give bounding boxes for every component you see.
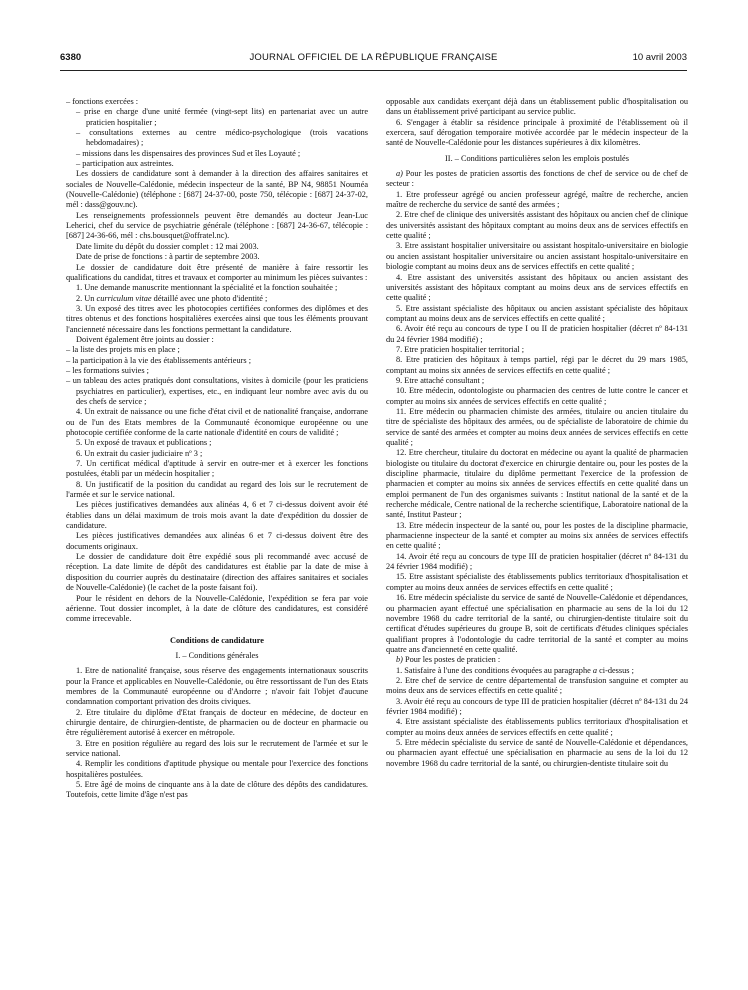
paragraph: 3. Avoir été reçu au concours de type III de praticien hospitalier (décret nº 84-131 du 24 février 1984 modifié) ; — [386, 696, 688, 716]
paragraph: 6. Avoir été reçu au concours de type I ou II de praticien hospitalier (décret nº 84-131 du 24 février 1984 modifié) ; — [386, 324, 688, 344]
paragraph: 5. Etre assistant spécialiste des hôpitaux ou ancien assistant spécialiste des hôpitaux comptant au moins deux ans de services effectifs en cette qualité ; — [386, 303, 688, 323]
list-item: – participation aux astreintes. — [76, 159, 174, 169]
paragraph: Date limite du dépôt du dossier complet : 12 mai 2003. — [76, 241, 259, 251]
page-number: 6380 — [60, 52, 82, 63]
paragraph: 5. Etre médecin spécialiste du service de santé de Nouvelle-Calédonie et dépendances, ou pharmacien ayant effectué une spécialisation en pharmacie au sens de la loi du 12 novembre 1968 du cadre territorial de la santé, ou chirurgien-dentiste titulaire soit du — [386, 737, 688, 768]
paragraph: Les dossiers de candidature sont à demander à la direction des affaires sanitaires et sociales de Nouvelle-Calédonie, médecin inspecteur de la santé, BP N4, 98851 Nouméa (Nouvelle-Calédonie) (téléphone : [687] 24-37-00, poste 750, télécopie : [687] 24-37-02, mél : dass@gouv.nc). — [66, 169, 368, 210]
paragraph: Doivent également être joints au dossier : — [76, 334, 214, 344]
paragraph: Les pièces justificatives demandées aux alinéas 4, 6 et 7 ci-dessus doivent avoir été établies dans un délai maximum de trois mois avant la date d'expédition du dossier de candidature. — [66, 500, 368, 531]
paragraph: a) Pour les postes de praticien assortis des fonctions de chef de service ou de chef de secteur : — [386, 169, 688, 189]
list-item: – les formations suivies ; — [66, 365, 149, 375]
paragraph: opposable aux candidats exerçant déjà dans un établissement public d'hospitalisation ou dans un établissement privé participant au service public. — [386, 97, 688, 117]
paragraph: 4. Remplir les conditions d'aptitude physique ou mentale pour l'exercice des fonctions hospitalières postulées. — [66, 759, 368, 779]
paragraph: 2. Etre chef de clinique des universités assistant des hôpitaux ou ancien chef de clinique des universités assistant des hôpitaux comptant au moins deux ans de services effectifs en cette qualité ; — [386, 210, 688, 241]
page-header — [60, 52, 687, 66]
paragraph: 5. Etre âgé de moins de cinquante ans à la date de clôture des dépôts des candidatures. Toutefois, cette limite d'âge n'est pas — [66, 780, 368, 800]
paragraph: 11. Etre médecin ou pharmacien chimiste des armées, titulaire ou ancien titulaire du titre de spécialiste des hôpitaux des armées, ou de spécialiste de laboratoire de chimie du service de santé des armées et compter au moins deux années de services effectifs en cette qualité ; — [386, 406, 688, 447]
list-item: – consultations externes au centre médico-psychologique (trois vacations hebdomadaires) ; — [76, 128, 368, 148]
paragraph: 4. Etre assistant des universités assistant des hôpitaux ou ancien assistant des universités assistant des hôpitaux comptant au moins deux ans de services effectifs en cette qualité ; — [386, 272, 688, 303]
paragraph: 2. Etre chef de service de centre départemental de transfusion sanguine et compter au moins deux ans de services effectifs en cette qualité ; — [386, 675, 688, 696]
paragraph: 2. Un curriculum vitae détaillé avec une photo d'identité ; — [76, 293, 268, 303]
paragraph: Le dossier de candidature doit être présenté de manière à faire ressortir les qualifications du candidat, titres et travaux et comporter au minimum les pièces suivantes : — [66, 262, 368, 282]
section-heading: Conditions de candidature — [170, 635, 264, 645]
paragraph: Les renseignements professionnels peuvent être demandés au docteur Jean-Luc Leherici, chef du service de psychiatrie générale (téléphone : [687] 24-36-67, télécopie : [687] 24-36-66, mél : chs.bousquet@offratel.nc). — [66, 210, 368, 241]
paragraph: 1. Etre de nationalité française, sous réserve des engagements internationaux souscrits pour la France et applicables en Nouvelle-Calédonie, ou être ressortissant de l'un des Etats membres de la Communauté européenne ou d'Andorre ; n'avoir fait l'objet d'aucune condamnation comportant privation des droits civiques. — [66, 666, 368, 707]
paragraph: 6. Un extrait du casier judiciaire nº 3 ; — [76, 448, 203, 458]
paragraph: 10. Etre médecin, odontologiste ou pharmacien des centres de lutte contre le cancer et compter au moins six années de services effectifs en cette qualité ; — [386, 386, 688, 406]
paragraph: 15. Etre assistant spécialiste des établissements publics territoriaux d'hospitalisation et compter au moins deux années de services effectifs en cette qualité ; — [386, 572, 688, 592]
left-column — [66, 97, 368, 985]
paragraph: 7. Un certificat médical d'aptitude à servir en outre-mer et à exercer les fonctions postulées, établi par un médecin hospitalier ; — [66, 459, 368, 479]
paragraph: 6. S'engager à établir sa résidence principale à proximité de l'établissement où il exercera, sauf dérogation temporaire motivée accordée par le médecin inspecteur de la santé de Nouvelle-Calédonie pour les distances supérieures à dix kilomètres. — [386, 117, 688, 148]
paragraph: 3. Etre en position régulière au regard des lois sur le recrutement de l'armée et sur le service national. — [66, 738, 368, 758]
paragraph: Le dossier de candidature doit être expédié sous pli recommandé avec accusé de réception. La date limite de dépôt des candidatures est établie par la date de mise à disposition du courrier auprès du destinataire (direction des affaires sanitaires et sociales de Nouvelle-Calédonie) (le cachet de la poste faisant foi). — [66, 552, 368, 593]
paragraph: 1. Une demande manuscrite mentionnant la spécialité et la fonction souhaitée ; — [76, 283, 338, 293]
paragraph: 14. Avoir été reçu au concours de type III de praticien hospitalier (décret nº 84-131 du 24 février 1984 modifié) ; — [386, 551, 688, 572]
subsection-heading: I. – Conditions générales — [175, 650, 259, 660]
paragraph: b) Pour les postes de praticien : — [396, 655, 501, 665]
list-item: – prise en charge d'une unité fermée (vingt-sept lits) en partenariat avec un autre praticien hospitalier ; — [76, 107, 368, 127]
list-item: – missions dans les dispensaires des provinces Sud et îles Loyauté ; — [76, 148, 301, 158]
paragraph: 5. Un exposé de travaux et publications ; — [76, 438, 212, 448]
paragraph: 3. Un exposé des titres avec les photocopies certifiées conformes des diplômes et des titres obtenus et des fonctions hospitalières exercées ainsi que tous les éléments prouvant l'ancienneté nécessaire dans les fonctions permettant la candidature. — [66, 303, 368, 334]
paragraph: 7. Etre praticien hospitalier territorial ; — [396, 344, 525, 354]
paragraph: 4. Etre assistant spécialiste des établissements publics territoriaux d'hospitalisation et compter au moins deux années de services effectifs en cette qualité ; — [386, 717, 688, 737]
paragraph: Pour le résident en dehors de la Nouvelle-Calédonie, l'expédition se fera par voie aérienne. Tout dossier incomplet, à la date de clôture des candidatures, est considéré comme irrecevable. — [66, 593, 368, 624]
paragraph: 4. Un extrait de naissance ou une fiche d'état civil et de nationalité française, andorrane ou de l'un des Etats membres de la Communauté économique européenne ou une photocopie certifiée conforme de la carte nationale d'identité en cours de validité ; — [66, 407, 368, 437]
header-rule — [60, 70, 687, 71]
paragraph: Date de prise de fonctions : à partir de septembre 2003. — [76, 252, 260, 262]
paragraph: 1. Satisfaire à l'une des conditions évoquées au paragraphe a ci-dessus ; — [396, 665, 634, 675]
paragraph: 2. Etre titulaire du diplôme d'Etat français de docteur en médecine, de docteur en chirurgie dentaire, de chirurgien-dentiste, de pharmacien ou de docteur en pharmacie ou être régulièrement autorisé à exercer en métropole. — [66, 707, 368, 738]
paragraph: 13. Etre médecin inspecteur de la santé ou, pour les postes de la discipline pharmacie, pharmacienne inspecteur de la santé et compter au moins six années de services effectifs en cette qualité ; — [386, 520, 688, 551]
list-item: – la participation à la vie des établissements antérieurs ; — [66, 355, 252, 365]
paragraph: 9. Etre attaché consultant ; — [396, 375, 485, 385]
paragraph: 16. Etre médecin spécialiste du service de santé de Nouvelle-Calédonie et dépendances, ou pharmacien ayant effectué une spécialisation en pharmacie au sens de la loi du 12 novembre 1968 du cadre territorial de la santé, ou chirurgien-dentiste titulaire soit du certificat d'études supérieures du groupe B, soit de certificats d'études cliniques spéciales qualifiant propres à l'odontologie du cadre territorial de la santé et compter au moins quatre ans d'ancienneté en cette qualité. — [386, 593, 688, 654]
list-item: – la liste des projets mis en place ; — [66, 345, 180, 355]
subsection-heading: II. – Conditions particulières selon les emplois postulés — [445, 153, 629, 163]
paragraph: 1. Etre professeur agrégé ou ancien professeur agrégé, maître de recherche, ancien maître de recherche du service de santé des armées ; — [386, 189, 688, 210]
issue-date: 10 avril 2003 — [632, 52, 687, 63]
journal-title: JOURNAL OFFICIEL DE LA RÉPUBLIQUE FRANÇAISE — [249, 52, 498, 63]
paragraph: 12. Etre chercheur, titulaire du doctorat en médecine ou ayant la qualité de pharmacien biologiste ou titulaire du doctorat d'exercice en chirurgie dentaire ou, pour les postes de la discipline pharmacie, titulaire du diplôme permettant l'exercice de la profession de pharmacien et compter au moins six années de services effectifs en cette qualité dans un emploi permanent de l'un des organismes suivants : Institut national de la santé et de la recherche médicale, Centre national de la recherche scientifique, Laboratoire national de la santé, Institut Pasteur ; — [386, 448, 688, 520]
right-column — [386, 97, 688, 985]
paragraph: Les pièces justificatives demandées aux alinéas 6 et 7 ci-dessus doivent être des documents originaux. — [66, 531, 368, 551]
list-item: – fonctions exercées : — [66, 97, 139, 106]
paragraph: 3. Etre assistant hospitalier universitaire ou assistant hospitalo-universitaire en biologie ou ancien assistant hospitalier universitaire ou ancien assistant hospitalo-universitaire en biologie comptant au moins deux ans de services effectifs en cette qualité ; — [386, 241, 688, 272]
list-item: – un tableau des actes pratiqués dont consultations, visites à domicile (pour les praticiens psychiatres en particulier), expertises, etc., en indiquant leur nombre avec avis du ou des chefs de service ; — [66, 376, 368, 406]
paragraph: 8. Etre praticien des hôpitaux à temps partiel, régi par le décret du 29 mars 1985, comptant au moins six années de services effectifs en cette qualité ; — [386, 355, 688, 375]
paragraph: 8. Un justificatif de la position du candidat au regard des lois sur le recrutement de l'armée et sur le service national. — [66, 479, 368, 500]
